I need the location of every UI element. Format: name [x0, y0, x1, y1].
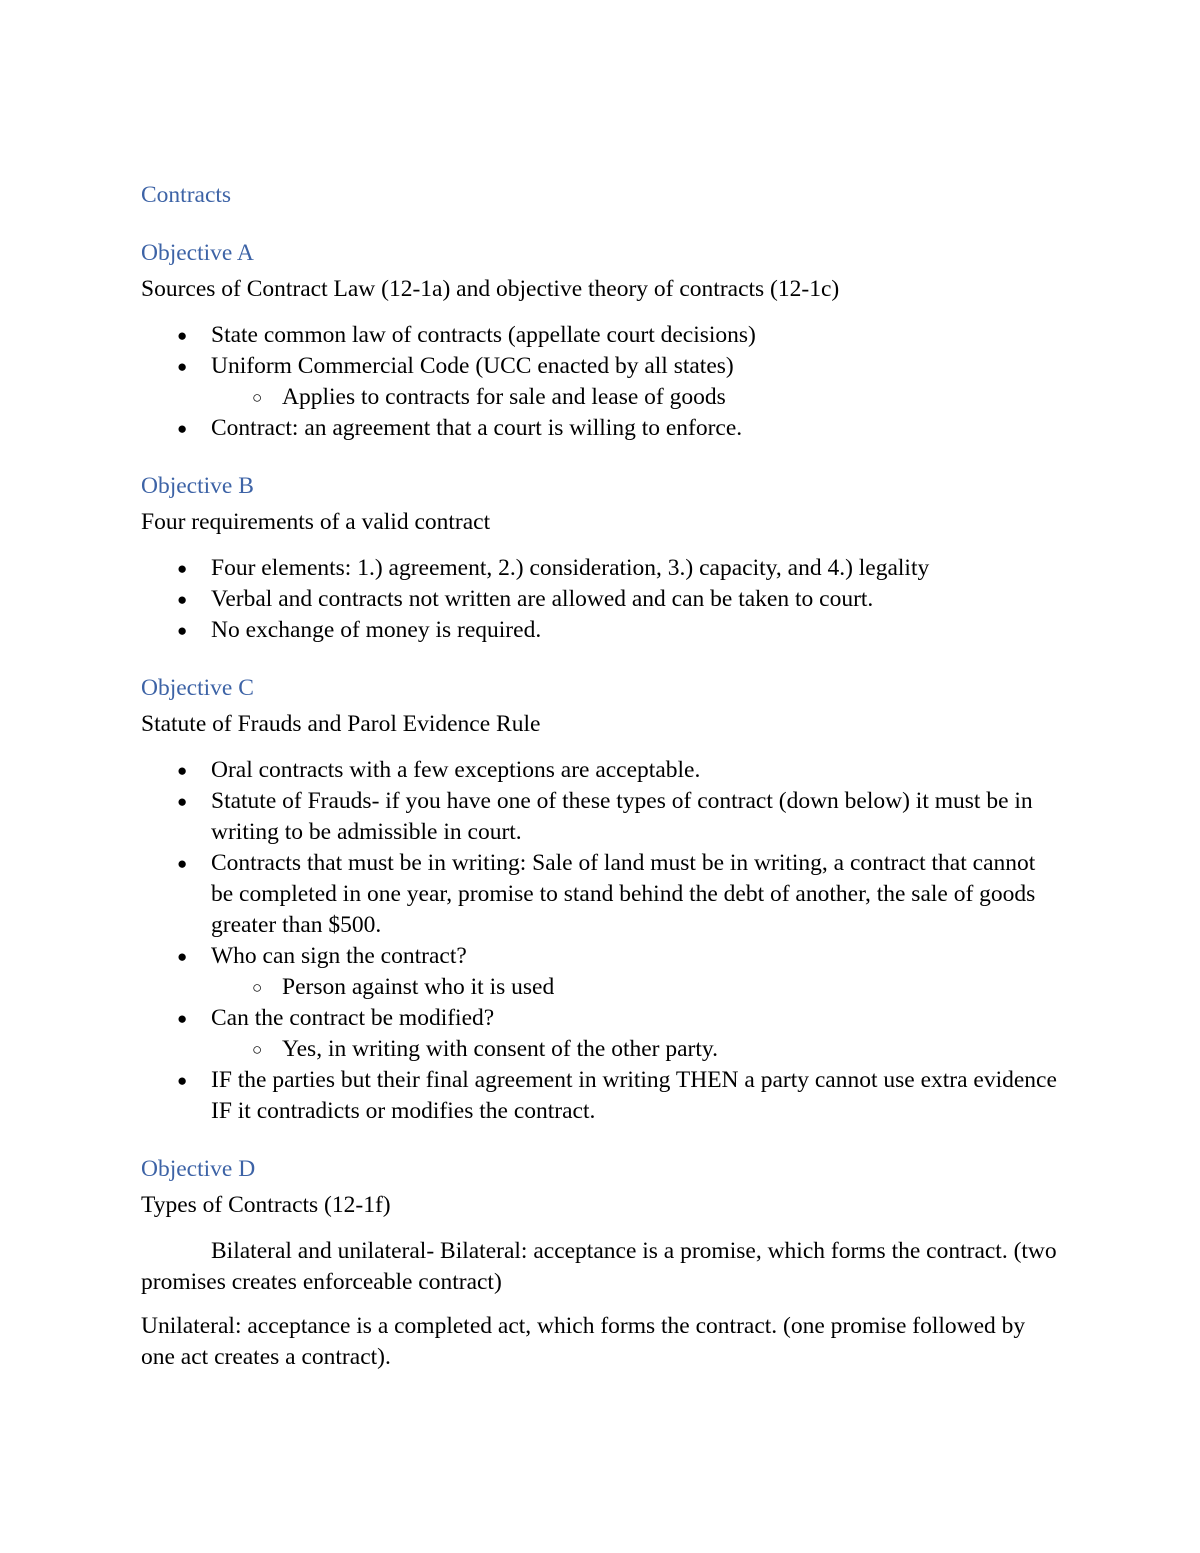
section-heading: Objective B	[141, 473, 254, 499]
hollow-bullet-icon: ○	[252, 388, 263, 407]
sub-list-item: ○ Person against who it is used	[282, 972, 1061, 1003]
bullet-icon: ●	[177, 326, 188, 345]
section-subtitle: Statute of Frauds and Parol Evidence Rule	[141, 711, 541, 737]
sub-list	[211, 972, 1061, 1003]
section-subtitle: Four requirements of a valid contract	[141, 509, 491, 535]
section-subtitle: Types of Contracts (12-1f)	[141, 1192, 391, 1218]
section-objective-a	[141, 238, 1061, 444]
bullet-list	[141, 553, 1061, 646]
bullet-icon: ●	[177, 1071, 188, 1090]
document-title: Contracts	[141, 182, 232, 208]
list-item: ● Uniform Commercial Code (UCC enacted by all states) ○ Applies to contracts for sale and lease of goods	[211, 351, 1061, 413]
bullet-icon: ●	[177, 419, 188, 438]
section-objective-c	[141, 673, 1061, 1127]
bullet-list	[141, 755, 1061, 1127]
section-heading: Objective C	[141, 675, 254, 701]
sub-list	[211, 382, 1061, 413]
list-item: ● Four elements: 1.) agreement, 2.) consideration, 3.) capacity, and 4.) legality	[211, 553, 1061, 584]
sub-list-item: ○ Applies to contracts for sale and lease of goods	[282, 382, 1061, 413]
paragraph-bilateral: Bilateral and unilateral- Bilateral: acceptance is a promise, which forms the contract. (two promises creates enforceable contract)	[141, 1238, 1057, 1295]
bullet-icon: ●	[177, 357, 188, 376]
section-objective-b	[141, 471, 1061, 646]
list-item: ● State common law of contracts (appellate court decisions)	[211, 320, 1061, 351]
sub-list	[211, 1034, 1061, 1065]
list-item: ● Contracts that must be in writing: Sale of land must be in writing, a contract that cannot be completed in one year, promise to stand behind the debt of another, the sale of goods greater than $500.	[177, 850, 1036, 938]
section-subtitle: Sources of Contract Law (12-1a) and objective theory of contracts (12-1c)	[141, 276, 840, 302]
list-item: ● IF the parties but their final agreement in writing THEN a party cannot use extra evidence IF it contradicts or modifies the contract.	[177, 1067, 1057, 1124]
bullet-icon: ●	[177, 854, 188, 873]
list-item: ● Oral contracts with a few exceptions are acceptable.	[211, 755, 1061, 786]
sub-list-item: ○ Yes, in writing with consent of the other party.	[282, 1034, 1061, 1065]
bullet-icon: ●	[177, 559, 188, 578]
section-heading: Objective A	[141, 240, 254, 266]
bullet-list	[141, 320, 1061, 444]
list-item: ● Contract: an agreement that a court is willing to enforce.	[211, 413, 1061, 444]
section-objective-d	[141, 1154, 1061, 1373]
bullet-icon: ●	[177, 590, 188, 609]
bullet-icon: ●	[177, 792, 188, 811]
section-heading: Objective D	[141, 1156, 256, 1182]
list-item: ● No exchange of money is required.	[211, 615, 1061, 646]
document-content	[141, 180, 1061, 1386]
hollow-bullet-icon: ○	[252, 1040, 263, 1059]
bullet-icon: ●	[177, 621, 188, 640]
bullet-icon: ●	[177, 761, 188, 780]
list-item: ● Verbal and contracts not written are allowed and can be taken to court.	[211, 584, 1061, 615]
list-item: ● Who can sign the contract? ○ Person against who it is used	[211, 941, 1061, 1003]
hollow-bullet-icon: ○	[252, 978, 263, 997]
list-item: ● Statute of Frauds- if you have one of these types of contract (down below) it must be in writing to be admissible in court.	[177, 788, 1033, 845]
bullet-icon: ●	[177, 1009, 188, 1028]
bullet-icon: ●	[177, 947, 188, 966]
paragraph-unilateral: Unilateral: acceptance is a completed act, which forms the contract. (one promise followed by one act creates a contract).	[141, 1313, 1026, 1370]
list-item: ● Can the contract be modified? ○ Yes, in writing with consent of the other party.	[211, 1003, 1061, 1065]
